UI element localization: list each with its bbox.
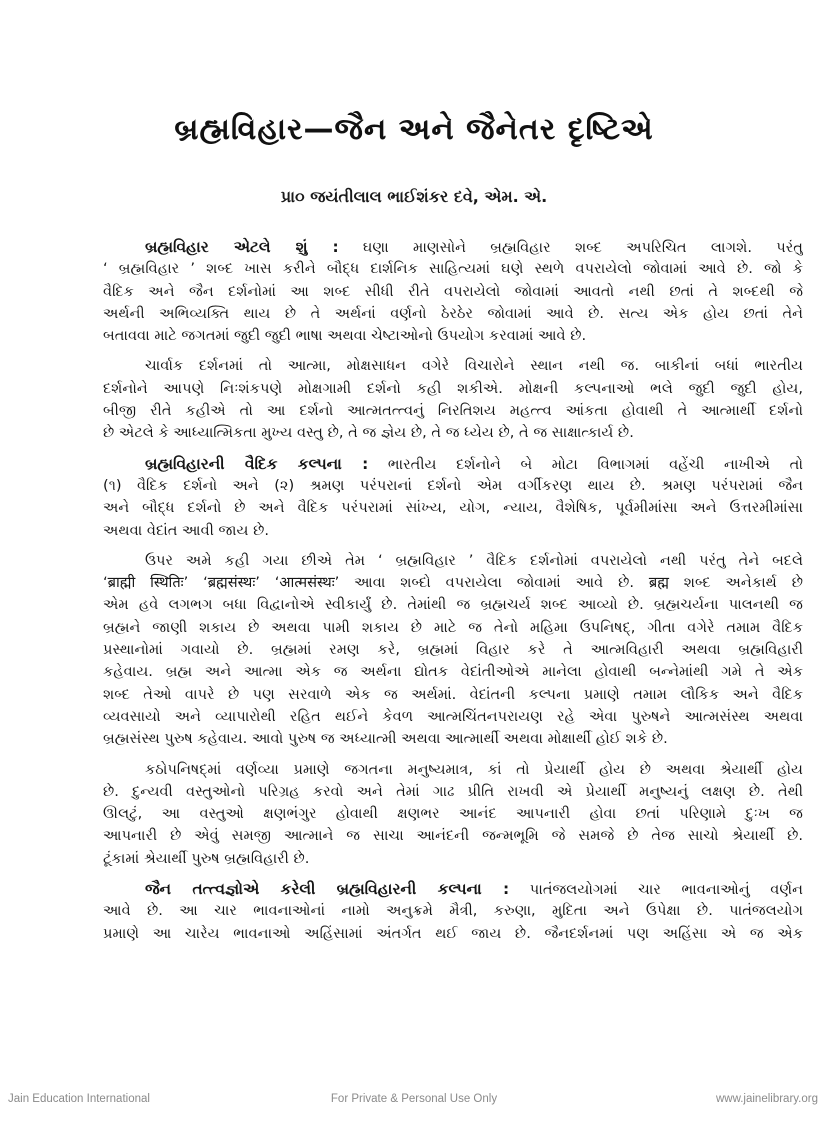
paragraph-line: પ્રસ્થાનોમાં ગવાયો છે. બ્રહ્મમાં રમણ કરે, બ્રહ્મમાં વિહાર કરે તે આત્મવિહારી અથવા બ્રહ્મવિહારી <box>103 641 803 659</box>
footer-publisher: Jain Education International <box>8 1093 150 1105</box>
paragraph-line: વૈદિક અને જૈન દર્શનોમાં આ શબ્દ સીધી રીતે વપરાયેલો જોવામાં આવતો નથી છતાં તે શબ્દથી જે <box>103 282 803 300</box>
footer-website-link[interactable]: www.jainelibrary.org <box>715 1093 818 1105</box>
paragraph-line: (૧) વૈદિક દર્શનો અને (૨) શ્રમણ પરંપરાનાં દર્શનો એમ વર્ગીકરણ થાય છે. શ્રમણ પરંપરામાં જૈન <box>103 476 803 494</box>
paragraph-line: વ્યવસાયો અને વ્યાપારોથી રહિત થઈને કેવળ આત્મચિંતનપરાયણ રહે એવા પુરુષને આત્મસંસ્થ અથવા <box>103 707 803 725</box>
paragraph-line: આવે છે. આ ચાર ભાવનાઓનાં નામો અનુક્રમે મૈત્રી, કરુણા, મુદિતા અને ઉપેક્ષા છે. પાતંજલયોગ <box>103 902 803 920</box>
paragraph-line: ‘ બ્રહ્મવિહાર ’ શબ્દ ખાસ કરીને બૌદ્ધ દાર્શનિક સાહિત્યમાં ઘણે સ્થળે વપરાયેલો જોવામાં આવે છે. જો કે <box>103 260 803 278</box>
section-heading: બ્રહ્મવિહારની વૈદિક કલ્પના : <box>145 454 369 473</box>
paragraph-line: બ્રહ્મવિહારની વૈદિક કલ્પના : ભારતીય દર્શનોને બે મોટા વિભાગમાં વહેંચી નાખીએ તો <box>145 454 803 473</box>
article-body <box>103 236 803 953</box>
paragraph-line: આપનારી છે એવું સમજી આત્માને જ સાચા આનંદની જન્મભૂમિ જે સમજે છે તેજ સાચો શ્રેયાર્થી છે. <box>103 827 803 845</box>
paragraph-line: બ્રહ્મવિહાર એટલે શું : ઘણા માણસોને બ્રહ્મવિહાર શબ્દ અપરિચિત લાગશે. પરંતુ <box>145 238 803 256</box>
paragraph-line: ચાર્વાક દર્શનમાં તો આત્મા, મોક્ષસાધન વગેરે વિચારોને સ્થાન નથી જ. બાકીનાં બધાં ભારતીય <box>145 357 803 375</box>
paragraph-line: જૈન તત્ત્વજ્ઞોએ કરેલી બ્રહ્મવિહારની કલ્પના : પાતંજલયોગમાં ચાર ભાવનાઓનું વર્ણન <box>145 880 803 899</box>
footer-usage-note: For Private & Personal Use Only <box>330 1093 498 1105</box>
paragraph-line: ઉપર અમે કહી ગયા છીએ તેમ ‘ બ્રહ્મવિહાર ’ વૈદિક દર્શનોમાં વપરાયેલો નથી પરંતુ તેને બદલે <box>145 551 803 569</box>
paragraph-line: ટૂંકામાં શ્રેયાર્થી પુરુષ બ્રહ્મવિહારી છે. <box>103 849 310 867</box>
paragraph-line: છે. દુન્યવી વસ્તુઓનો પરિગ્રહ કરવો અને તેમાં ગાઢ પ્રીતિ રાખવી એ પ્રેયાર્થી મનુષ્યનું લક્ષણ છે. તેથી <box>103 782 803 800</box>
paragraph-6 <box>103 878 803 945</box>
paragraph-line: પ્રમાણે આ ચારેય ભાવનાઓ અહિંસામાં અંતર્ગત થઈ જાય છે. જૈનદર્શનમાં પણ અહિંસા એ જ એક <box>103 924 803 942</box>
paragraph-line: અને બૌદ્ધ દર્શનો છે અને વૈદિક પરંપરામાં સાંખ્ય, યોગ, ન્યાય, વૈશેષિક, પૂર્વમીમાંસા અને ઉત્તરમીમાંસા <box>103 499 803 517</box>
paragraph-line: બ્રહ્મને જાણી શકાય છે અથવા પામી શકાય છે માટે જ તેનો મહિમા ઉપનિષદ્, ગીતા વગેરે તમામ વૈદિક <box>103 618 803 636</box>
paragraph-5 <box>103 759 803 870</box>
paragraph-line: દર્શનોને આપણે નિઃશંકપણે મોક્ષગામી દર્શનો કહી શકીએ. મોક્ષની કલ્પનાઓ ભલે જુદી જુદી હોય, <box>103 379 803 397</box>
paragraph-2 <box>103 355 803 444</box>
article-title: બ્રહ્મવિહાર—જૈન અને જૈનેતર દૃષ્ટિએ <box>174 112 654 147</box>
paragraph-line: અથવા વેદાંત આવી જાય છે. <box>103 521 270 539</box>
paragraph-line: બતાવવા માટે જગતમાં જુદી જુદી ભાષા અથવા ચેષ્ટાઓનો ઉપયોગ કરવામાં આવે છે. <box>103 327 587 345</box>
article-author: પ્રા૦ જયંતીલાલ ભાઈશંકર દવે, એમ. એ. <box>280 187 548 206</box>
paragraph-line: બીજી રીતે કહીએ તો આ દર્શનો આત્મતત્ત્વનું નિરતિશય મહત્ત્વ આંકતા હોવાથી તે આત્માર્થી દર્શનો <box>103 402 803 420</box>
section-heading: બ્રહ્મવિહાર એટલે શું : <box>145 238 339 256</box>
paragraph-line: ‘ब्राह्मी स्थितिः’ ‘ब्रह्मसंस्थः’ ‘आत्मसंस्थः’ આવા શબ્દો વપરાયેલા જોવામાં આવે છે. ब्रह्म શબ્દ અનેકાર્થ છે <box>103 574 803 592</box>
paragraph-line: કઠોપનિષદ્‌માં વર્ણવ્યા પ્રમાણે જગતના મનુષ્યમાત્ર, કાં તો પ્રેયાર્થી હોય છે અથવા શ્રેયાર્થી હોય <box>145 760 803 778</box>
paragraph-line: કહેવાય. બ્રહ્મ અને આત્મા એક જ અર્થના દ્યોતક વેદાંતીઓએ માનેલા હોવાથી બન્નેમાંથી ગમે તે એક <box>103 663 803 681</box>
paragraph-line: શબ્દ તેઓ વાપરે છે પણ સરવાળે એક જ અર્થમાં. વેદાંતની કલ્પના પ્રમાણે તમામ લૌકિક અને વૈદિક <box>103 685 803 703</box>
page-footer <box>0 1093 828 1113</box>
paragraph-3 <box>103 453 803 542</box>
paragraph-line: એમ હવે લગભગ બધા વિદ્વાનોએ સ્વીકાર્યું છે. તેમાંથી જ બ્રહ્મચર્ય શબ્દ આવ્યો છે. બ્રહ્મચર્યના પાલનથી જ <box>103 596 803 614</box>
paragraph-1 <box>103 236 803 347</box>
paragraph-4 <box>103 550 803 751</box>
paragraph-line: બ્રહ્મસંસ્થ પુરુષ કહેવાય. આવો પુરુષ જ અધ્યાત્મી અથવા આત્માર્થી અથવા મોક્ષાર્થી હોઈ શકે છે. <box>103 730 668 748</box>
paragraph-line: છે એટલે કે આધ્યાત્મિકતા મુખ્ય વસ્તુ છે, તે જ જ્ઞેય છે, તે જ ધ્યેય છે, તે જ સાક્ષાત્કાર્ય છે. <box>103 424 634 442</box>
paragraph-line: અર્થની અભિવ્યક્તિ થાય છે તે અર્થનાં વર્ણનો ઠેરઠેર જોવામાં આવે છે. સત્ય એક હોય છતાં તેને <box>103 304 803 322</box>
paragraph-line: ઊલટું, આ વસ્તુઓ ક્ષણભંગુર હોવાથી ક્ષણભર આનંદ આપનારી હોવા છતાં પરિણામે દુઃખ જ <box>103 805 803 823</box>
section-heading: જૈન તત્ત્વજ્ઞોએ કરેલી બ્રહ્મવિહારની કલ્પના : <box>145 880 510 899</box>
